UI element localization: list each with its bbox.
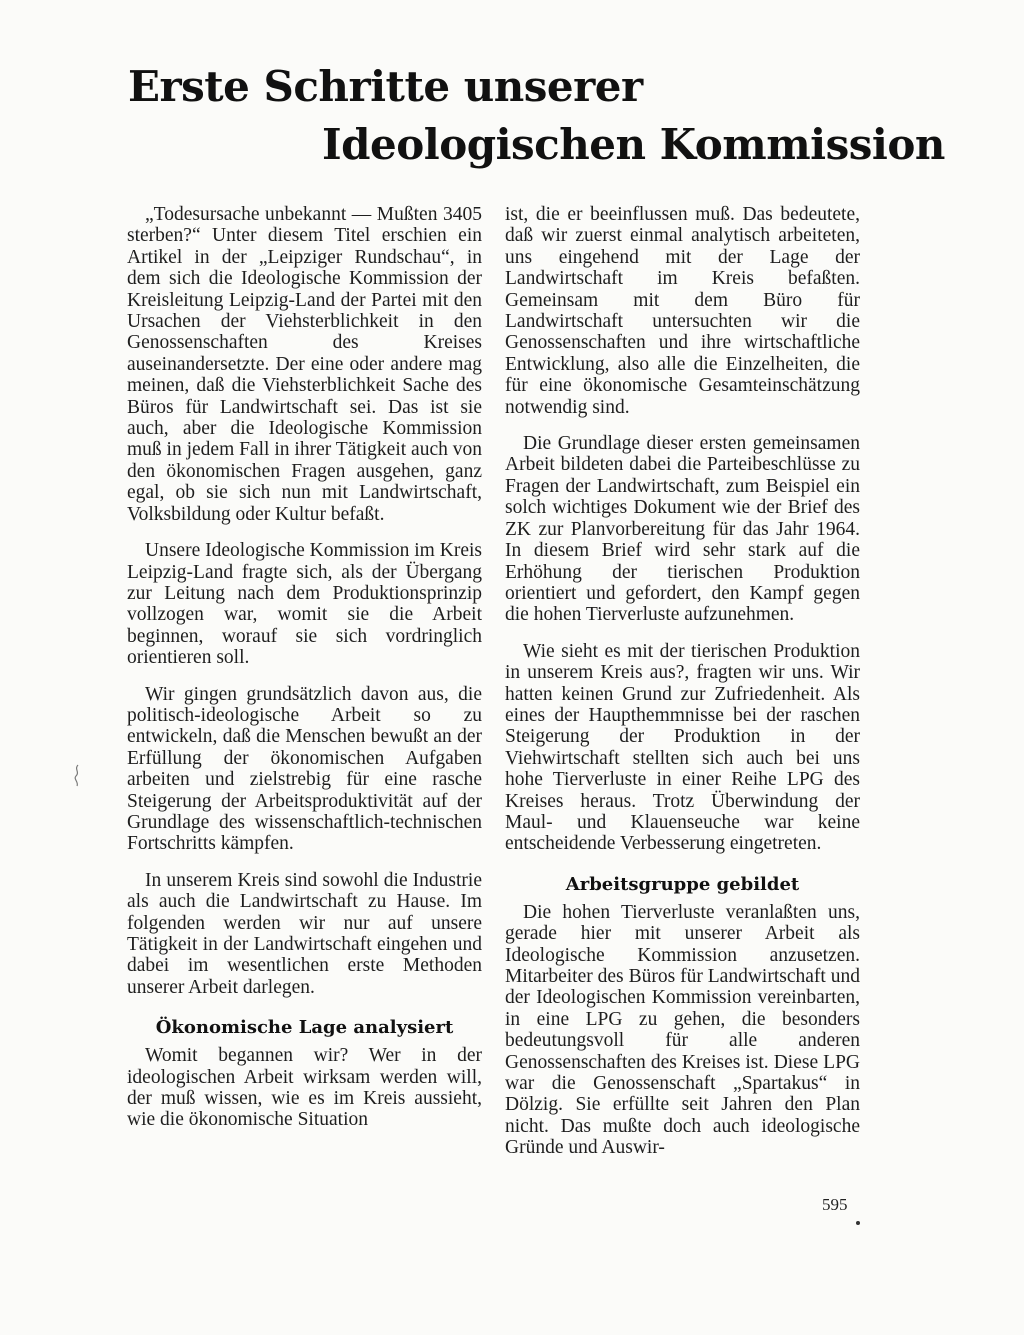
section-heading: Ökonomische Lage analysiert xyxy=(155,1017,454,1039)
paragraph: ist, die er beeinflussen muß. Das bedeutete, daß wir zuerst einmal analytisch arbeiteten, uns eingehend mit der Lage der Landwirtschaft im Kreis befaßten. Gemeinsam mit dem Büro für Landwirtschaft untersuchten wir die Genossenschaften und ihre wirtschaftliche Entwicklung, also alle die Einzelheiten, die für eine ökonomische Gesamteinschätzung notwendig sind. xyxy=(505,204,860,418)
left-column xyxy=(127,204,482,1146)
paragraph: Unsere Ideologische Kommission im Kreis Leipzig-Land fragte sich, als der Übergang zur Leitung nach dem Produktionsprinzip vollzogen war, womit sie die Arbeit beginnen, worauf sie sich vordringlich orientieren soll. xyxy=(127,540,482,669)
paragraph: Die hohen Tierverluste veranlaßten uns, gerade hier mit unserer Arbeit als Ideologische Kommission anzusetzen. Mitarbeiter des Büros für Landwirtschaft und der Ideologischen Kommission vereinbarten, in eine LPG zu gehen, die besonders bedeutungsvoll für alle anderen Genossenschaften des Kreises ist. Diese LPG war die Genossenschaft „Spartakus“ in Dölzig. Sie erfüllte seit Jahren den Plan nicht. Das mußte doch auch ideologische Gründe und Auswir- xyxy=(505,901,860,1159)
print-speck xyxy=(856,1221,860,1225)
paragraph: Die Grundlage dieser ersten gemeinsamen Arbeit bildeten dabei die Parteibeschlüsse zu Fragen der Landwirtschaft, zum Beispiel ein solch wichtiges Dokument wie der Brief des ZK zur Planvorbereitung für das Jahr 1964. In diesem Brief wird sehr stark auf die Erhöhung der tierischen Produktion orientiert und gefordert, den Kampf gegen die hohen Tierverluste aufzunehmen. xyxy=(505,433,860,626)
paragraph: Wie sieht es mit der tierischen Produktion in unserem Kreis aus?, fragten wir uns. Wir hatten keinen Grund zur Zufriedenheit. Als eines der Haupthemmnisse bei der raschen Steigerung der Produktion in der Viehwirtschaft stellten sich auch bei uns hohe Tierverluste in einer Reihe LPG des Kreises heraus. Trotz Überwindung der Maul- und Klauenseuche war keine entscheidende Verbesserung eingetreten. xyxy=(505,640,860,855)
paragraph: In unserem Kreis sind sowohl die Industrie als auch die Landwirtschaft zu Hause. Im folgenden werden wir nur auf unsere Tätigkeit in der Landwirtschaft eingehen und dabei im wesentlichen erste Methoden unserer Arbeit darlegen. xyxy=(127,869,482,998)
paragraph: Wir gingen grundsätzlich davon aus, die politisch-ideologische Arbeit so zu entwickeln, daß die Menschen bewußt an der Erfüllung der ökonomischen Aufgaben arbeiten und zielstrebig für eine rasche Steigerung der Arbeitsproduktivität auf der Grundlage des wissenschaftlich-technischen Fortschritts kämpfen. xyxy=(127,683,482,855)
right-column xyxy=(505,204,860,1174)
paragraph: „Todesursache unbekannt — Mußten 3405 sterben?“ Unter diesem Titel erschien ein Artikel in der „Leipziger Rundschau“, in dem sich die Ideologische Kommission der Kreisleitung Leipzig-Land der Partei mit den Ursachen der Viehsterblichkeit in den Genossenschaften des Kreises auseinandersetzte. Der eine oder andere mag meinen, daß die Viehsterblichkeit Sache des Büros für Landwirtschaft sei. Das ist sie auch, aber die Ideologische Kommission muß in jedem Fall in ihrer Tätigkeit auch von den ökonomischen Fragen ausgehen, ganz egal, ob sie sich nun mit Landwirtschaft, Volksbildung oder Kultur befaßt. xyxy=(127,204,482,525)
section-heading: Arbeitsgruppe gebildet xyxy=(565,873,800,895)
page-number: 595 xyxy=(822,1195,848,1214)
margin-pencil-mark xyxy=(72,764,82,790)
article-title-line-1: Erste Schritte unserer xyxy=(128,62,643,111)
article-title-line-2: Ideologischen Kommission xyxy=(322,120,945,169)
paragraph: Womit begannen wir? Wer in der ideologischen Arbeit wirksam werden will, der muß wissen, wie es im Kreis aussieht, wie die ökonomische Situation xyxy=(127,1045,482,1131)
